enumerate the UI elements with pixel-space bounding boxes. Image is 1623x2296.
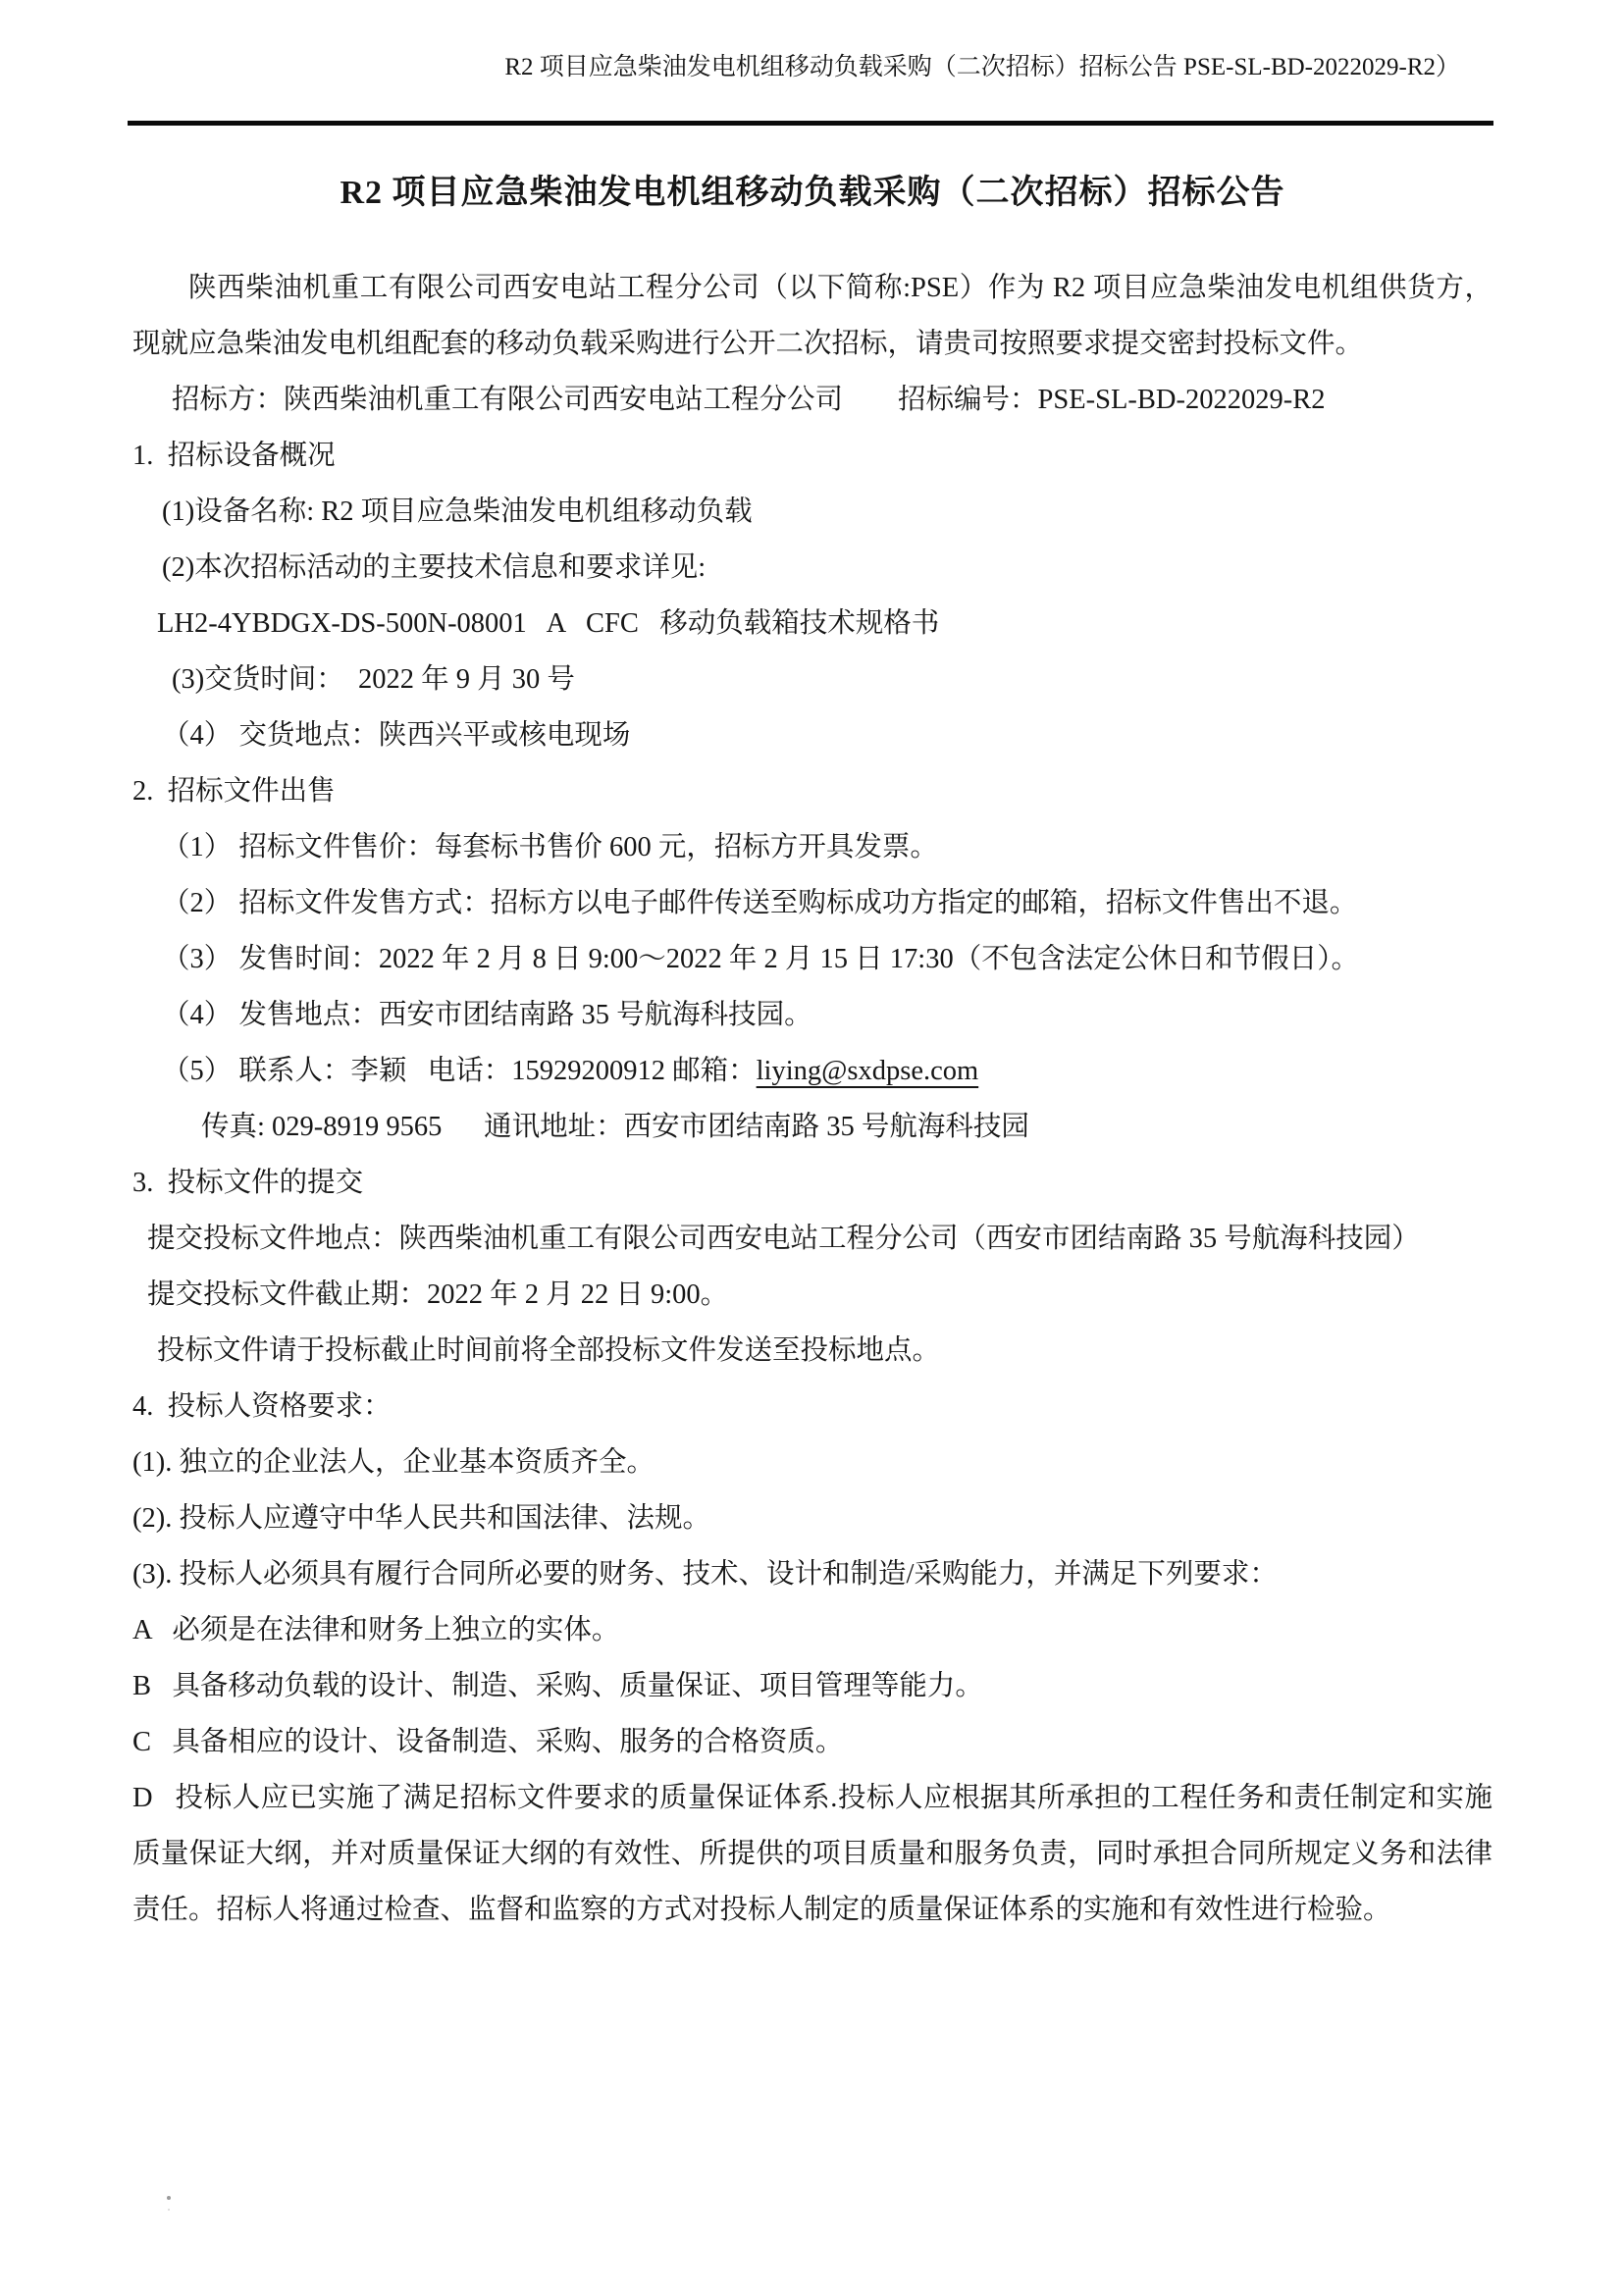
header-divider xyxy=(128,121,1493,126)
section4-itemD: D 投标人应已实施了满足招标文件要求的质量保证体系.投标人应根据其所承担的工程任务和责任制定和实施质量保证大纲，并对质量保证大纲的有效性、所提供的项目质量和服务负责，同时承担合同所规定义务和法律责任。招标人将通过检查、监督和监察的方式对投标人制定的质量保证体系的实施和有效性进行检验。 xyxy=(132,1783,1492,1925)
section4-itemA: A 必须是在法律和财务上独立的实体。 xyxy=(132,1615,620,1645)
contact-info: （5） 联系人：李颖 电话：15929200912 邮箱： xyxy=(162,1056,757,1086)
section1-item3: (3)交货时间： 2022 年 9 月 30 号 xyxy=(172,664,575,695)
section2-item1: （1） 招标文件售价：每套标书售价 600 元，招标方开具发票。 xyxy=(162,832,938,862)
section4-itemB: B 具备移动负载的设计、制造、采购、质量保证、项目管理等能力。 xyxy=(132,1671,983,1701)
section4-itemC: C 具备相应的设计、设备制造、采购、服务的合格资质。 xyxy=(132,1727,844,1757)
tender-number: 招标编号：PSE-SL-BD-2022029-R2 xyxy=(898,385,1326,415)
section2-item3: （3） 发售时间：2022 年 2 月 8 日 9:00～2022 年 2 月 15 日 17:30（不包含法定公休日和节假日）。 xyxy=(162,944,1359,974)
section2-item4: （4） 发售地点：西安市团结南路 35 号航海科技园。 xyxy=(162,1000,812,1030)
section3-heading: 3. 投标文件的提交 xyxy=(132,1168,364,1198)
section3-note: 投标文件请于投标截止时间前将全部投标文件发送至投标地点。 xyxy=(157,1335,941,1366)
tender-party: 招标方：陕西柴油机重工有限公司西安电站工程分公司 xyxy=(172,385,844,415)
section1-heading: 1. 招标设备概况 xyxy=(132,441,336,471)
email-link[interactable]: liying@sxdpse.com xyxy=(756,1056,979,1086)
section4-item2: (2). 投标人应遵守中华人民共和国法律、法规。 xyxy=(132,1503,710,1534)
section1-spec-code: LH2-4YBDGX-DS-500N-08001 A CFC 移动负载箱技术规格书 xyxy=(157,608,940,639)
section1-item2: (2)本次招标活动的主要技术信息和要求详见: xyxy=(162,552,707,583)
section2-item5 xyxy=(162,1043,1492,1099)
section3-submit-location: 提交投标文件地点：陕西柴油机重工有限公司西安电站工程分公司（西安市团结南路 35 号航海科技园） xyxy=(147,1224,1420,1254)
section4-item3: (3). 投标人必须具有履行合同所必要的财务、技术、设计和制造/采购能力，并满足下列要求： xyxy=(132,1559,1278,1590)
section3-deadline: 提交投标文件截止期：2022 年 2 月 22 日 9:00。 xyxy=(147,1279,729,1310)
section1-item4: （4） 交货地点：陕西兴平或核电现场 xyxy=(162,720,631,751)
scan-artifact-dot xyxy=(167,2196,171,2200)
section2-heading: 2. 招标文件出售 xyxy=(132,776,336,807)
page-header: R2 项目应急柴油发电机组移动负载采购（二次招标）招标公告 PSE-SL-BD-2022029-R2） xyxy=(504,54,1460,80)
section4-item1: (1). 独立的企业法人，企业基本资质齐全。 xyxy=(132,1447,654,1478)
tender-info-line xyxy=(172,372,1492,428)
section1-item1: (1)设备名称: R2 项目应急柴油发电机组移动负载 xyxy=(162,496,753,527)
document-title: R2 项目应急柴油发电机组移动负载采购（二次招标）招标公告 xyxy=(340,175,1285,211)
document-body xyxy=(132,165,1492,1938)
intro-paragraph: 陕西柴油机重工有限公司西安电站工程分公司（以下简称:PSE）作为 R2 项目应急柴油发电机组供货方，现就应急柴油发电机组配套的移动负载采购进行公开二次招标，请贵司按照要求提交密封投标文件。 xyxy=(132,273,1492,359)
section4-heading: 4. 投标人资格要求： xyxy=(132,1391,392,1422)
section2-item2: （2） 招标文件发售方式：招标方以电子邮件传送至购标成功方指定的邮箱，招标文件售出不退。 xyxy=(162,888,1358,918)
fax-address-line: 传真: 029-8919 9565 通讯地址：西安市团结南路 35 号航海科技园 xyxy=(201,1112,1029,1142)
